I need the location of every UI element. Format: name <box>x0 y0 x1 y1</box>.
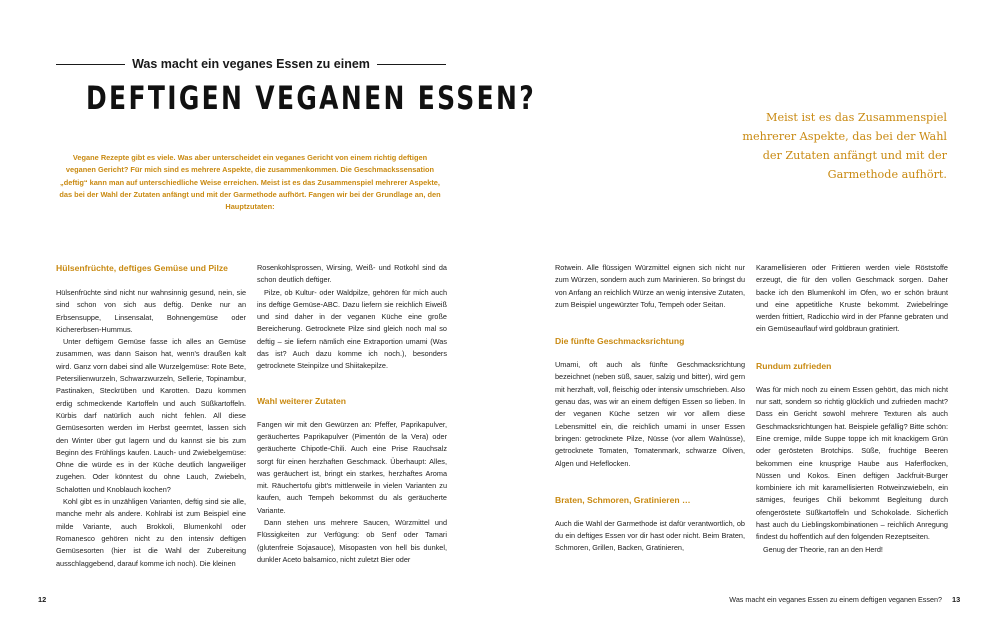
paragraph: Karamellisieren oder Frittieren werden viele Röststoffe erzeugt, die für den vollen Geschmack sorgen. Daher backe ich den Blumenkohl im Ofen, wo er schön bräunt und eine appetitliche Kruste bekommt. Zwiebelringe werden frittiert, Radicchio wird in der Pfanne gebraten und ein Gemüseauflauf wird goldbraun gratiniert. <box>756 263 948 334</box>
paragraph: Auch die Wahl der Garmethode ist dafür verantwortlich, ob du ein deftiges Essen vor dir hast oder nicht. Beim Braten, Schmoren, Grillen, Backen, Gratinieren, <box>555 518 745 553</box>
paragraph: Pilze, ob Kultur- oder Waldpilze, gehören für mich auch ins deftige Gemüse-ABC. Dazu liefern sie reichlich Eiweiß und sind daher in der veganen Küche eine große Bereicherung. Getrocknete Pilze sind gleich noch mal so deftig – sie liefern nämlich eine Extraportion umami (Was das ist? Auch dazu komme ich noch.), besonders getrocknete Steinpilze und Shiitakepilze. <box>257 287 447 371</box>
headline: DEFTIGEN VEGANEN ESSEN? <box>86 79 537 117</box>
kicker: Was macht ein veganes Essen zu einem <box>132 57 370 71</box>
section-heading: Wahl weiterer Zutaten <box>257 395 346 406</box>
running-title: Was macht ein veganes Essen zu einem deftigen veganen Essen? <box>729 595 942 604</box>
page-number-right: 13 <box>952 595 961 604</box>
pull-quote: Meist ist es das Zusammenspiel mehrerer Aspekte, das bei der Wahl der Zutaten anfängt und mit der Garmethode aufhört. <box>742 111 947 181</box>
paragraph: Unter deftigem Gemüse fasse ich alles an Gemüse zusammen, was dann Saison hat, wenn's draußen kalt wird. Ganz vorn dabei sind alle Wurzelgemüse: Rote Bete, Petersilienwurzeln, Schwarzwurzeln, Sellerie, Topinambur, Pastinaken, Steckrüben und Karotten. Dazu kommen erdig schmeckende Kartoffeln und auch Süßkartoffeln. Kürbis darf natürlich auch nicht fehlen. All diese Gemüsesorten werden im Herbst geerntet, lassen sich den Winter über gut lagern und du kannst sie bis zum Beginn des Frühlings kaufen. Lauch- und Zwiebelgemüse: Ohne die würde es in der Küche deutlich langweiliger zugehen. Oder könntest du ohne Lauch, Zwiebeln, Schalotten und Knoblauch kochen? <box>56 337 246 494</box>
section-heading: Hülsenfrüchte, deftiges Gemüse und Pilze <box>56 263 228 273</box>
paragraph: Genug der Theorie, ran an den Herd! <box>763 544 883 554</box>
paragraph: Umami, oft auch als fünfte Geschmacksrichtung bezeichnet (neben süß, sauer, salzig und bitter), wird gern mit herzhaft, voll, fleischig oder intensiv umschrieben. Also genau das, was wir an einem deftigen Essen so lieben. In der veganen Küche setzen wir vor allem diese Lebensmittel ein, die reichlich umami in unser Essen bringen: getrocknete Pilze, Nüsse (vor allem Walnüsse), getrocknete Tomaten, Tomatenmark, schwarze Oliven, Algen und Hefeflocken. <box>555 360 745 468</box>
paragraph: Was für mich noch zu einem Essen gehört, das mich nicht nur satt, sondern so richtig glücklich und zufrieden macht? Dass ein Gericht sowohl mehrere Texturen als auch Geschmacksrichtungen hat. Beispiele gefällig? Bitte schön: Eine cremige, milde Suppe toppe ich mit knackigem Grün oder gerösteten Brotchips. Süße, fruchtige Beeren bekommen eine knusprige Haube aus Haferflocken, Nüssen und Kokos. Einen deftigen Jackfruit-Burger kombiniere ich mit karamellisierten Rotweinzwiebeln, ein sämiges, feuriges Chili bekommt Begleitung durch ofengeröstete Süßkartoffeln und Schokolade. Sicherlich hast auch du Lieblingskombinationen – reichlich Anregung findest du hoffentlich auf den folgenden Rezeptseiten. <box>756 384 948 542</box>
column-2 <box>257 262 447 566</box>
kicker-rule-left <box>56 64 125 65</box>
paragraph: Dann stehen uns mehrere Saucen, Würzmittel und Flüssigkeiten zur Verfügung: ob Senf oder Tamari (glutenfreie Sojasauce), Misopasten von hell bis dunkel, dunkler Aceto balsamico, nicht zuletzt Bier oder <box>257 518 447 564</box>
column-1 <box>56 262 246 570</box>
section-heading: Rundum zufrieden <box>756 360 832 371</box>
paragraph: Fangen wir mit den Gewürzen an: Pfeffer, Paprikapulver, geräuchertes Paprikapulver (Pimentón de la Vera) oder geräucherte Chipotle-Chili. Auch eine Prise Rauchsalz sorgt für einen herzhaften Geschmack. Überhaupt: Alles, was geräuchert ist, bringt ein starkes, herzhaftes Aroma mit. Räuchertofu gibt's mittlerweile in vielen Varianten zu kaufen, auch Tempeh bekommst du als geräucherte Variante. <box>257 419 447 515</box>
kicker-row <box>56 56 446 72</box>
paragraph: Hülsenfrüchte sind nicht nur wahnsinnig gesund, nein, sie sind schon von sich aus deftig. Denke nur an Erbsensuppe, Linsensalat, Bohnengemüse oder Kichererbsen-Hummus. <box>56 288 246 334</box>
paragraph: Rosenkohlsprossen, Wirsing, Weiß- und Rotkohl sind da schon deutlich deftiger. <box>257 263 447 285</box>
paragraph: Kohl gibt es in unzähligen Varianten, deftig sind sie alle, manche mehr als andere. Kohlrabi ist zum Beispiel eine milde Variante, auch Brokkoli, Blumenkohl oder Romanesco gehören nicht zu den intensiv deftigen Gemüsesorten (hier ist die Wahl der Zubereitung ausschlaggebend, darauf komme ich noch). Die kleinen <box>56 497 246 568</box>
page-number-left: 12 <box>38 595 47 604</box>
paragraph: Rotwein. Alle flüssigen Würzmittel eignen sich nicht nur zum Würzen, sondern auch zum Marinieren. So bringst du von Anfang an reichlich Würze an wenig intensive Zutaten, zum Beispiel ungewürzter Tofu, Tempeh oder Seitan. <box>555 263 745 309</box>
kicker-rule-right <box>377 64 446 65</box>
section-heading: Braten, Schmoren, Gratinieren … <box>555 494 691 505</box>
column-3 <box>555 262 745 555</box>
column-4 <box>756 262 948 556</box>
section-heading: Die fünfte Geschmacksrichtung <box>555 336 685 347</box>
intro-paragraph: Vegane Rezepte gibt es viele. Was aber unterscheidet ein veganes Gericht von einem richtig deftigen veganen Gericht? Für mich sind es mehrere Aspekte, die zusammenkommen. Die Geschmackssensation „deftig“ kann man auf unterschiedliche Weise erreichen. Meist ist es das Zusammenspiel mehrerer Aspekte, das bei der Wahl der Zutaten anfängt und mit der Garmethode aufhört. Fangen wir bei der Grundlage an, den Hauptzutaten: <box>59 153 441 212</box>
